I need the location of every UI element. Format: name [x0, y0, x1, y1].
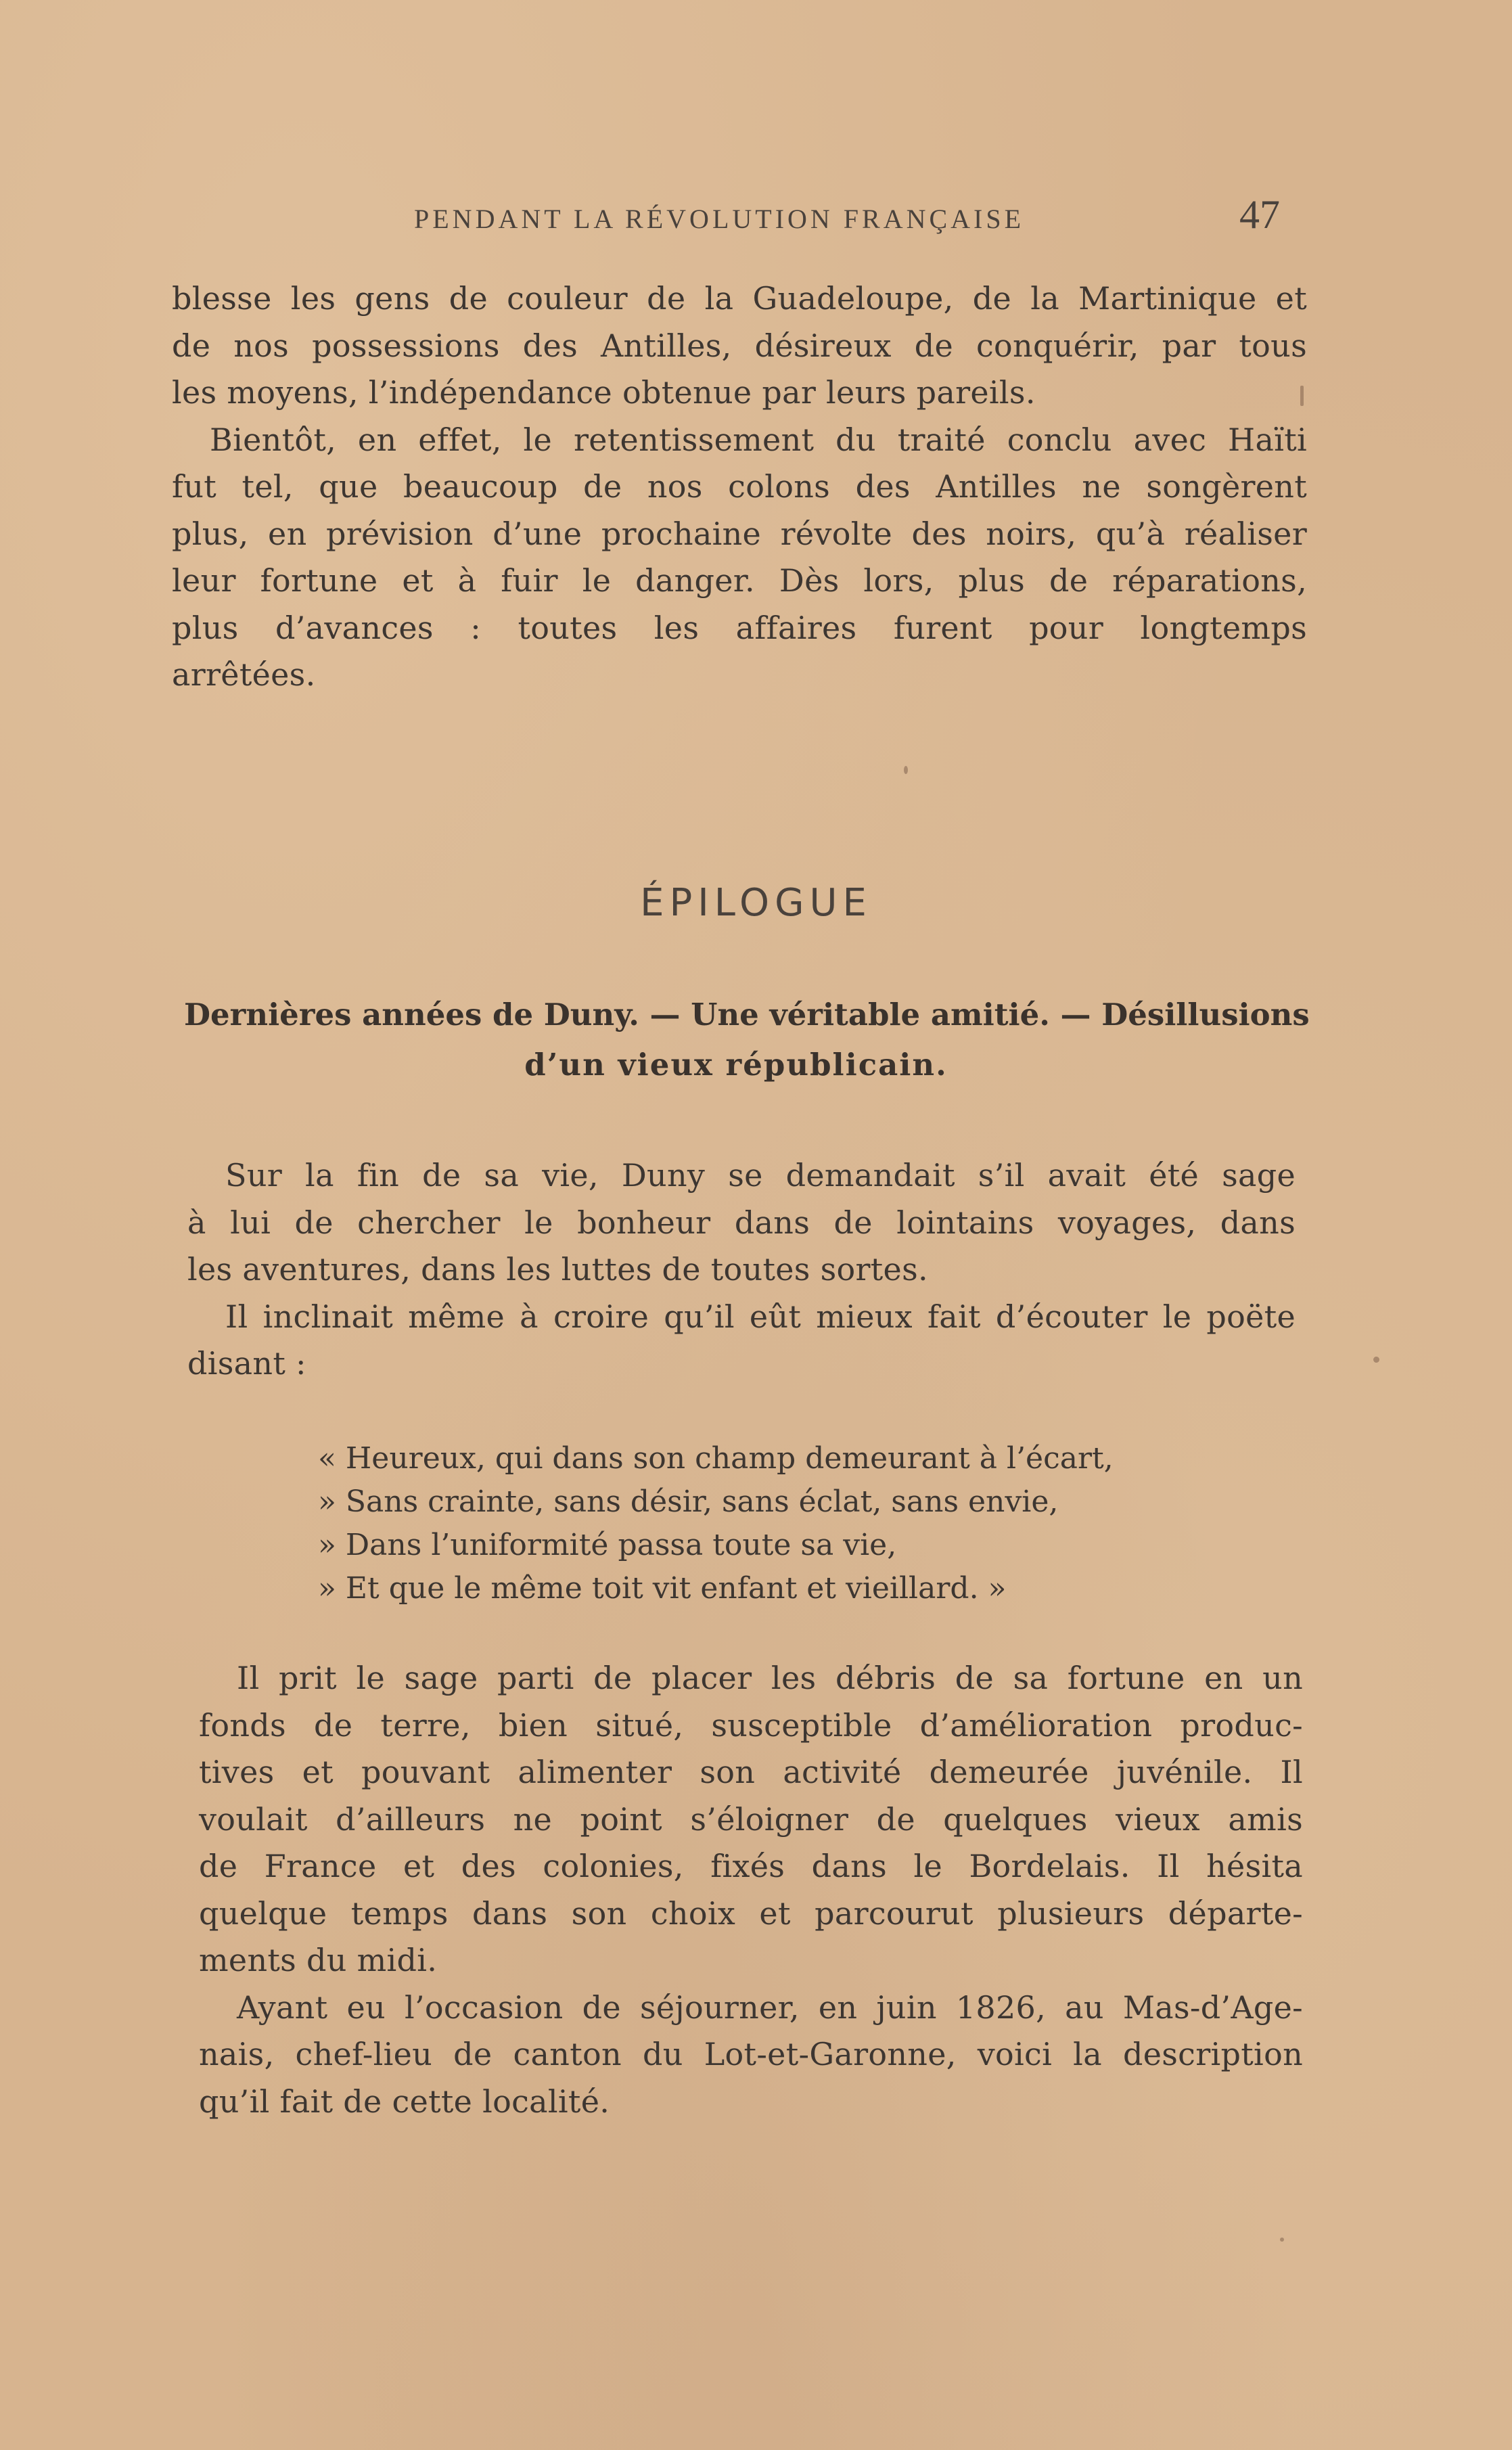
- text-line: Sur la fin de sa vie, Duny se demandait s’il avait été sage: [225, 1157, 1296, 1194]
- paper-speck: [1280, 2238, 1284, 2242]
- paragraph-continuation: [172, 275, 1307, 699]
- text-line: les aventures, dans les luttes de toutes sortes.: [187, 1251, 928, 1288]
- paper-speck: [1373, 1357, 1379, 1363]
- subtitle-line: Dernières années de Duny. — Une véritable amitié. — Désillusions: [184, 997, 1310, 1033]
- text-line: les moyens, l’indépendance obtenue par leurs pareils.: [172, 374, 1036, 411]
- text-line: blesse les gens de couleur de la Guadeloupe, de la Martinique et: [172, 280, 1307, 317]
- text-line: à lui de chercher le bonheur dans de lointains voyages, dans: [187, 1204, 1296, 1241]
- text-line: ments du midi.: [199, 1942, 438, 1978]
- paragraph-fortune: [199, 1655, 1303, 2125]
- text-line: quelque temps dans son choix et parcourut plusieurs départe-: [199, 1895, 1303, 1932]
- text-line: Bientôt, en effet, le retentissement du traité conclu avec Haïti: [210, 421, 1307, 458]
- paragraph-epilogue-start: [187, 1152, 1296, 1388]
- text-line: de France et des colonies, fixés dans le Bordelais. Il hésita: [199, 1848, 1303, 1884]
- text-line: disant :: [187, 1345, 306, 1382]
- text-line: de nos possessions des Antilles, désireux de conquérir, par tous: [172, 327, 1307, 364]
- text-line: voulait d’ailleurs ne point s’éloigner de quelques vieux amis: [199, 1800, 1303, 1838]
- text-line: leur fortune et à fuir le danger. Dès lors, plus de réparations,: [172, 562, 1307, 599]
- text-line: plus, en prévision d’une prochaine révolte des noirs, qu’à réaliser: [172, 515, 1307, 552]
- paper-speck: [1300, 386, 1304, 406]
- section-subtitle: [184, 990, 1310, 1090]
- paper-speck: [904, 766, 908, 774]
- text-line: nais, chef-lieu de canton du Lot-et-Garonne, voici la description: [199, 2036, 1303, 2072]
- text-line: Il inclinait même à croire qu’il eût mieux fait d’écouter le poëte: [225, 1298, 1296, 1335]
- running-head: PENDANT LA RÉVOLUTION FRANÇAISE: [414, 204, 1025, 234]
- verse-line: » Sans crainte, sans désir, sans éclat, sans envie,: [318, 1484, 1059, 1519]
- verse-line: » Et que le même toit vit enfant et vieillard. »: [318, 1571, 1007, 1606]
- text-line: Ayant eu l’occasion de séjourner, en juin 1826, au Mas-d’Age-: [237, 1989, 1303, 2026]
- subtitle-line: d’un vieux républicain.: [524, 1047, 948, 1083]
- text-line: plus d’avances : toutes les affaires furent pour longtemps: [172, 609, 1307, 646]
- section-title: ÉPILOGUE: [640, 881, 872, 925]
- text-line: tives et pouvant alimenter son activité demeurée juvénile. Il: [199, 1754, 1303, 1790]
- text-line: fonds de terre, bien situé, susceptible d’amélioration produc-: [199, 1706, 1303, 1744]
- page-number: 47: [1239, 192, 1280, 237]
- text-line: Il prit le sage parti de placer les débris de sa fortune en un: [237, 1660, 1303, 1696]
- text-line: arrêtées.: [172, 656, 316, 693]
- text-line: qu’il fait de cette localité.: [199, 2083, 610, 2120]
- verse-line: » Dans l’uniformité passa toute sa vie,: [318, 1528, 897, 1562]
- verse-line: « Heureux, qui dans son champ demeurant à l’écart,: [318, 1441, 1114, 1476]
- verse-quotation: [318, 1437, 1197, 1610]
- text-line: fut tel, que beaucoup de nos colons des Antilles ne songèrent: [172, 468, 1307, 505]
